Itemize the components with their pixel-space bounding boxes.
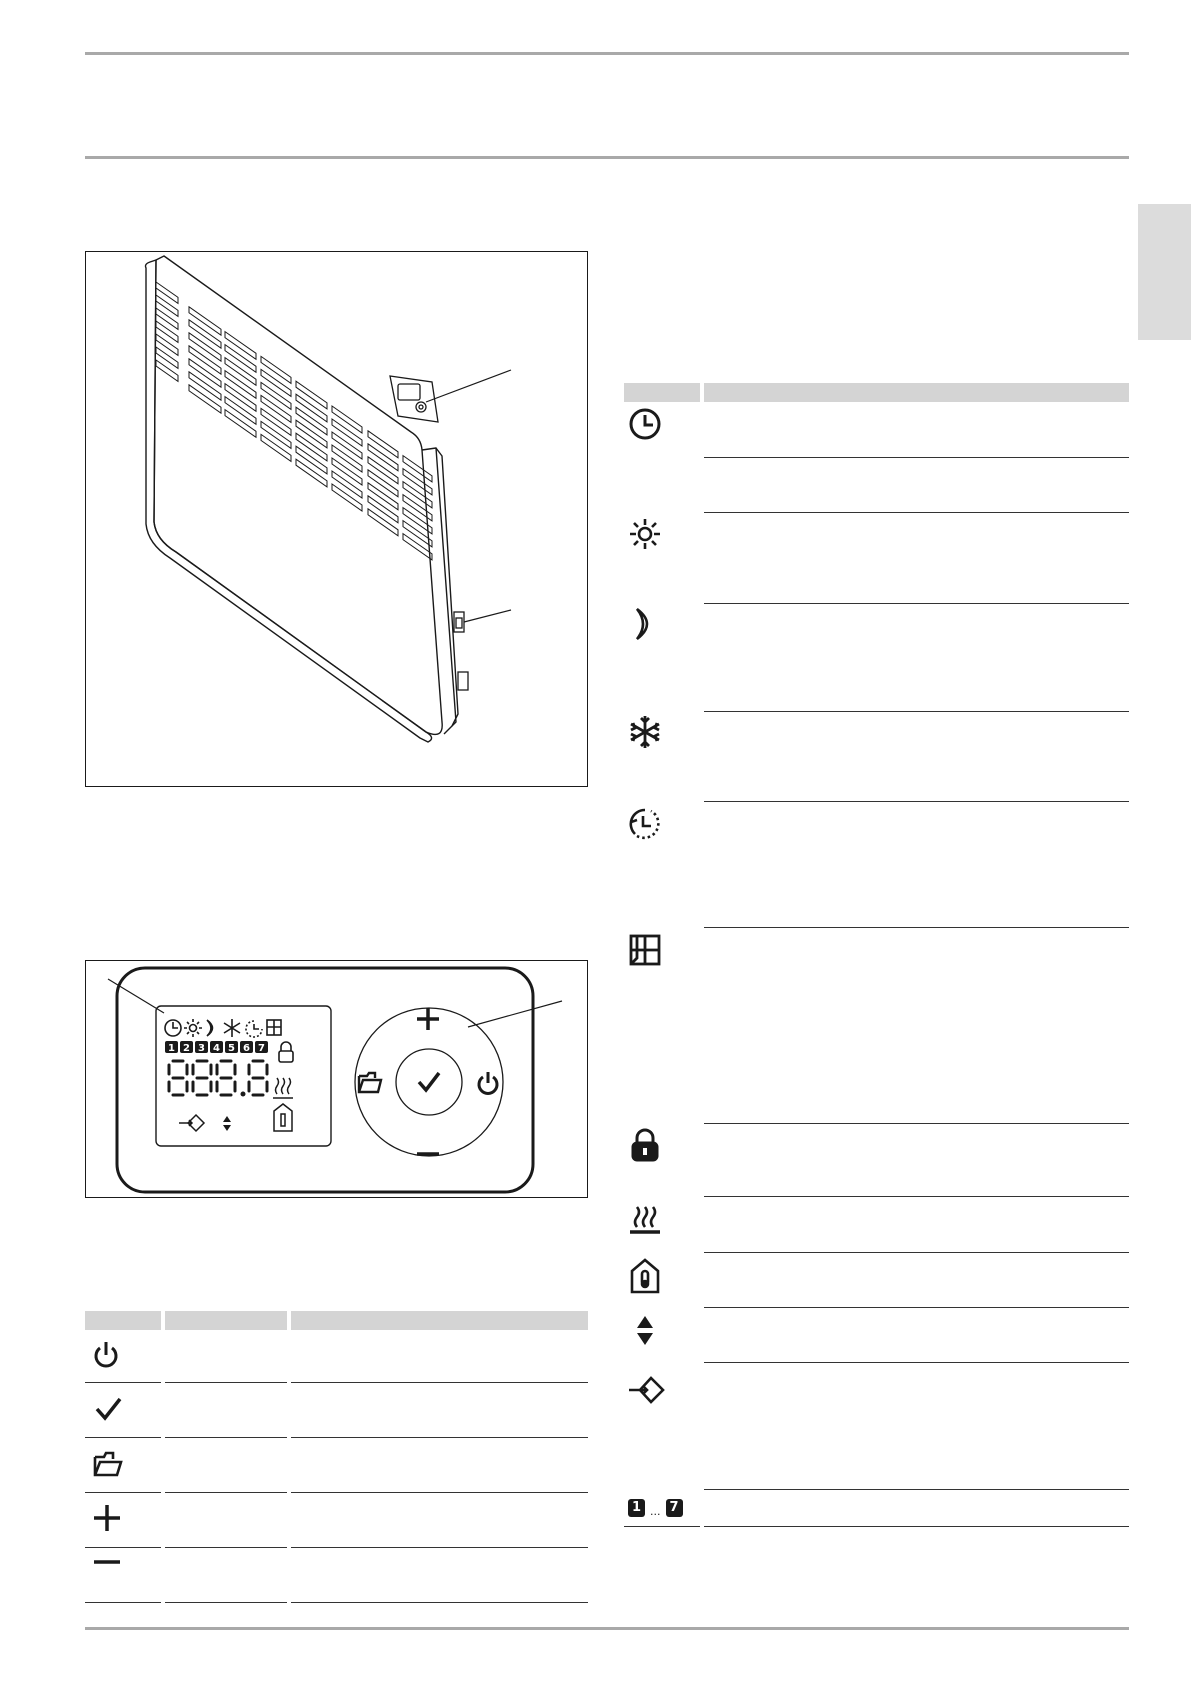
- button-table-header-col1: [85, 1311, 161, 1330]
- button-table-row-rule: [291, 1437, 588, 1438]
- header-rule-bottom: [85, 156, 1129, 159]
- lcd-heating-icon: [273, 1078, 293, 1098]
- grille-slot: [156, 308, 178, 329]
- heater-control-unit: [390, 376, 438, 422]
- day-last: 7: [666, 1499, 683, 1517]
- button-table-row-rule: [291, 1547, 588, 1548]
- lcd-sun-icon: [184, 1019, 202, 1037]
- symbol-table-row-rule: [704, 1307, 1129, 1308]
- timer-icon: [627, 806, 663, 842]
- button-table-row-rule: [291, 1492, 588, 1493]
- symbol-table-row-rule: [704, 1489, 1129, 1490]
- button-table-row-rule: [291, 1602, 588, 1603]
- symbol-table-row-rule: [704, 603, 1129, 604]
- lcd-snowflake-icon: [224, 1019, 240, 1037]
- symbol-table-row-rule: [704, 512, 1129, 513]
- button-table-row-rule: [165, 1547, 287, 1548]
- symbol-table-row-rule: [704, 711, 1129, 712]
- lcd-moon-icon: [207, 1020, 213, 1036]
- lcd-day-number: 7: [258, 1043, 265, 1054]
- button-table-row-rule: [85, 1547, 161, 1548]
- footer-rule: [85, 1627, 1129, 1630]
- clock-icon: [627, 406, 663, 442]
- lcd-day-numbers: [165, 1041, 268, 1054]
- lcd-day-number: 1: [168, 1043, 175, 1054]
- lcd-digit: [169, 1061, 187, 1095]
- power-icon: [92, 1339, 120, 1369]
- button-table-row-rule: [291, 1382, 588, 1383]
- grille-slot: [156, 360, 178, 381]
- day-numbers-icon: [628, 1498, 683, 1518]
- lcd-timer-icon: [246, 1021, 262, 1037]
- panel-check-button[interactable]: [414, 1067, 444, 1097]
- control-panel-figure: [85, 960, 588, 1198]
- symbol-table-row-rule: [704, 1196, 1129, 1197]
- panel-minus-button[interactable]: [413, 1139, 443, 1169]
- lcd-digit: [217, 1061, 235, 1095]
- button-table-row-rule: [165, 1492, 287, 1493]
- heating-icon: [627, 1201, 663, 1237]
- lcd-symbol-row: [165, 1019, 281, 1037]
- lcd-day-number: 6: [243, 1043, 250, 1054]
- heater-figure: [85, 251, 588, 787]
- lcd-digit: [193, 1061, 211, 1095]
- symbol-table-row-rule: [704, 1123, 1129, 1124]
- lcd-decimal-point: [241, 1092, 246, 1097]
- sun-comfort-icon: [627, 516, 663, 552]
- symbol-table-row-rule: [704, 801, 1129, 802]
- button-table-row-rule: [165, 1382, 287, 1383]
- grille-slot: [156, 295, 178, 316]
- grille-slot: [156, 347, 178, 368]
- symbol-table-row-rule: [704, 927, 1129, 928]
- day-ellipsis: ...: [650, 1504, 661, 1518]
- snowflake-frost-icon: [627, 714, 663, 750]
- button-table-header-col2: [165, 1311, 287, 1330]
- lcd-clock-icon: [165, 1020, 181, 1036]
- button-table-row-rule: [165, 1437, 287, 1438]
- button-table-row-rule: [85, 1437, 161, 1438]
- header-rule-top: [85, 52, 1129, 55]
- window-icon: [627, 932, 663, 968]
- symbol-table-row-rule: [704, 1252, 1129, 1253]
- lcd-day-number: 4: [213, 1043, 220, 1054]
- heater-illustration: [86, 252, 589, 788]
- plus-icon: [91, 1502, 123, 1534]
- side-tab: [1138, 204, 1191, 340]
- lcd-lock-icon: [279, 1042, 293, 1062]
- symbol-table-header-col2: [704, 383, 1129, 402]
- lcd-day-number: 5: [228, 1043, 235, 1054]
- lcd-room-temp-icon: [274, 1104, 292, 1131]
- lcd-digit: [249, 1061, 267, 1095]
- lcd-window-icon: [267, 1020, 281, 1035]
- entry-icon: [627, 1372, 667, 1408]
- check-icon: [93, 1394, 123, 1424]
- lcd-entry-icon: [179, 1115, 204, 1131]
- button-table-row-rule: [85, 1492, 161, 1493]
- lcd-day-number: 2: [183, 1043, 190, 1054]
- button-table-row-rule: [85, 1382, 161, 1383]
- menu-folder-icon: [92, 1449, 124, 1479]
- grille-slot: [156, 334, 178, 355]
- symbol-table-sub-rule: [704, 457, 1129, 458]
- day-first: 1: [628, 1499, 645, 1517]
- panel-plus-button[interactable]: [413, 1004, 443, 1034]
- grille-slot: [156, 282, 178, 303]
- symbol-table-row-rule: [704, 1526, 1129, 1527]
- symbol-table-row-rule: [704, 1362, 1129, 1363]
- lcd-day-number: 3: [198, 1043, 205, 1054]
- moon-eco-icon: [627, 606, 663, 642]
- panel-power-button[interactable]: [474, 1069, 502, 1097]
- button-table-row-rule: [165, 1602, 287, 1603]
- heater-grille: [156, 282, 432, 560]
- lcd-updown-icon: [223, 1116, 231, 1131]
- symbol-table-row-rule: [624, 1526, 700, 1527]
- grille-slot: [156, 321, 178, 342]
- control-panel-illustration: [86, 961, 589, 1199]
- button-table-row-rule: [85, 1602, 161, 1603]
- minus-icon: [91, 1552, 123, 1572]
- lock-icon: [627, 1127, 663, 1163]
- panel-menu-button[interactable]: [356, 1069, 384, 1097]
- room-temperature-icon: [627, 1257, 663, 1295]
- lcd-display: [156, 1006, 331, 1146]
- button-table-header-col3: [291, 1311, 588, 1330]
- symbol-table-header-col1: [624, 383, 700, 402]
- lcd-seven-segment: [169, 1061, 267, 1097]
- up-down-arrows-icon: [627, 1313, 663, 1349]
